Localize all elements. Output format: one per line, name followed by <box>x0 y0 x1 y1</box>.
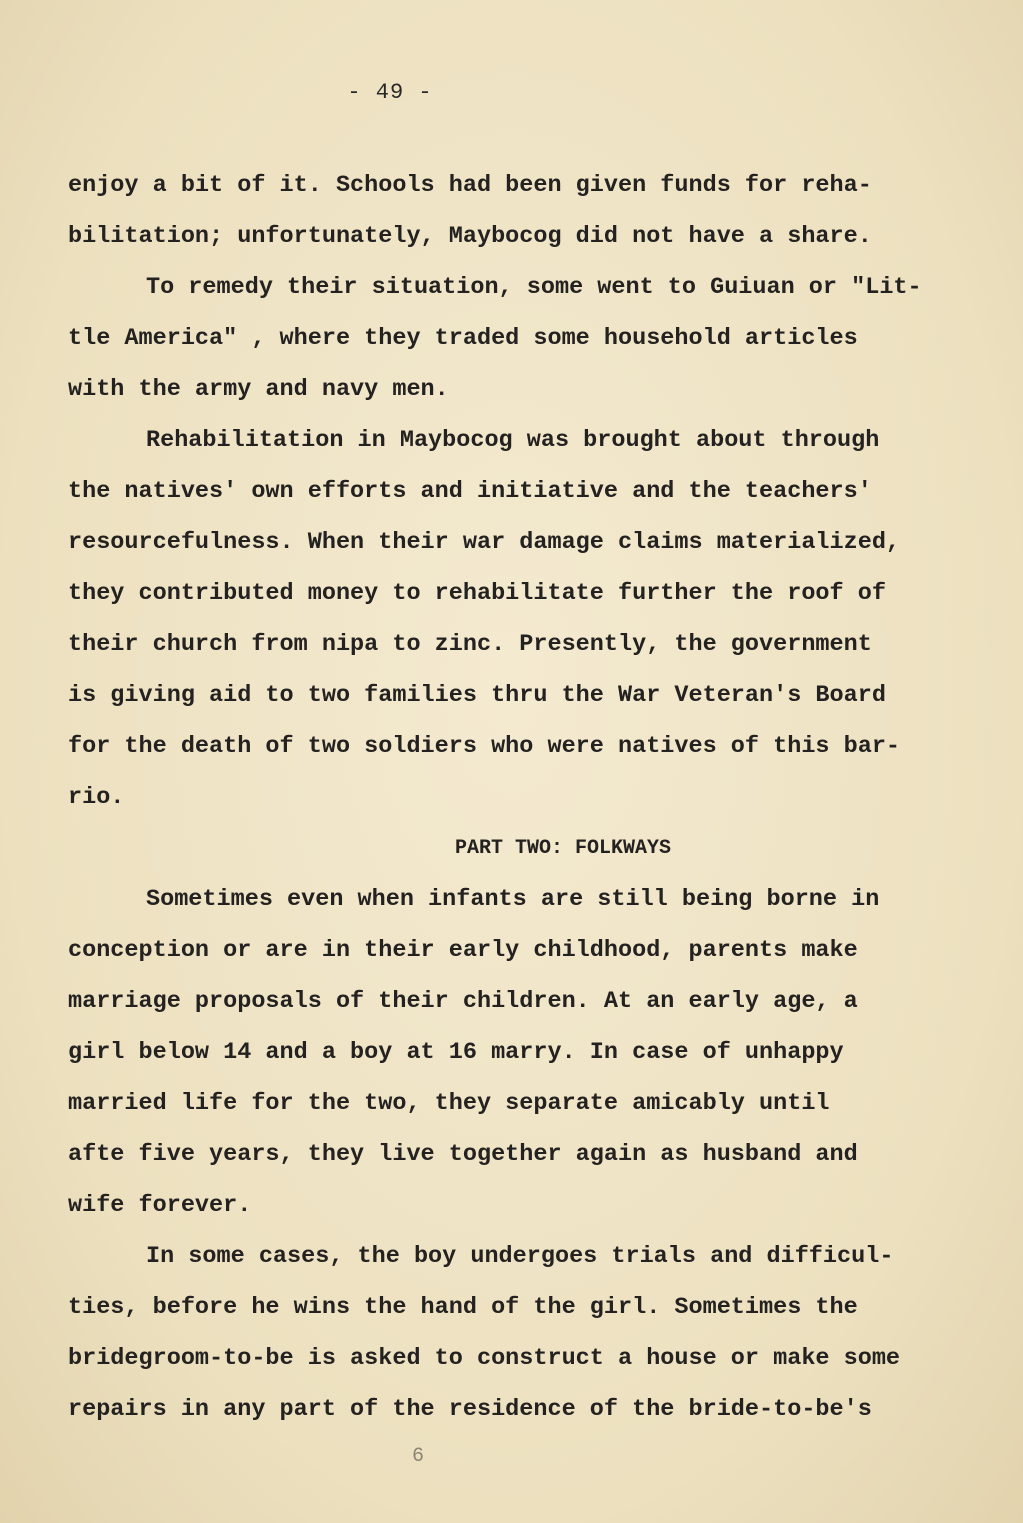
text-line: repairs in any part of the residence of the bride-to-be's <box>68 1396 872 1423</box>
text-line: their church from nipa to zinc. Presently, the government <box>68 631 872 658</box>
text-line: is giving aid to two families thru the War Veteran's Board <box>68 682 886 709</box>
text-line: Rehabilitation in Maybocog was brought about through <box>146 427 880 454</box>
text-line: for the death of two soldiers who were natives of this bar- <box>68 733 901 760</box>
footer-mark: 6 <box>412 1445 425 1468</box>
text-line: To remedy their situation, some went to Guiuan or "Lit- <box>146 274 922 301</box>
text-line: enjoy a bit of it. Schools had been given funds for reha- <box>68 172 872 199</box>
text-line: girl below 14 and a boy at 16 marry. In case of unhappy <box>68 1039 844 1066</box>
text-line: with the army and navy men. <box>68 376 449 403</box>
text-line: married life for the two, they separate amicably until <box>68 1090 830 1117</box>
text-line: afte five years, they live together again as husband and <box>68 1141 858 1168</box>
text-line: conception or are in their early childhood, parents make <box>68 937 858 964</box>
text-line: tle America" , where they traded some household articles <box>68 325 858 352</box>
page-number: - 49 - <box>347 80 433 105</box>
text-line: ties, before he wins the hand of the girl. Sometimes the <box>68 1294 858 1321</box>
body-text <box>68 160 988 1435</box>
text-line: resourcefulness. When their war damage claims materialized, <box>68 529 901 556</box>
text-line: In some cases, the boy undergoes trials and difficul- <box>146 1243 894 1270</box>
text-line: marriage proposals of their children. At an early age, a <box>68 988 858 1015</box>
text-line: rio. <box>68 784 125 811</box>
text-line: bilitation; unfortunately, Maybocog did not have a share. <box>68 223 872 250</box>
text-line: bridegroom-to-be is asked to construct a house or make some <box>68 1345 901 1372</box>
text-line: wife forever. <box>68 1192 252 1219</box>
text-line: Sometimes even when infants are still being borne in <box>146 886 880 913</box>
section-heading: PART TWO: FOLKWAYS <box>454 837 672 860</box>
text-line: they contributed money to rehabilitate further the roof of <box>68 580 886 607</box>
text-line: the natives' own efforts and initiative and the teachers' <box>68 478 872 505</box>
